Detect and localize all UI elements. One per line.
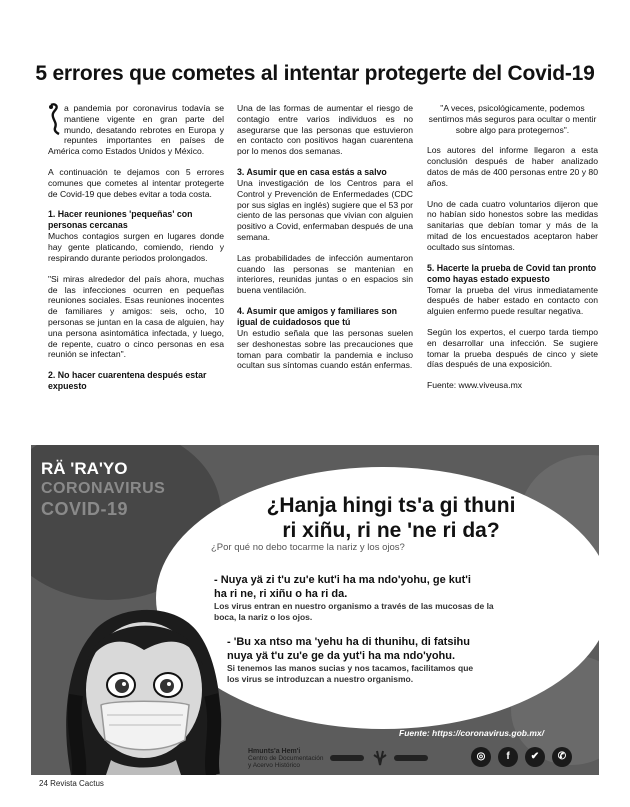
column-1 [48,103,224,392]
paragraph: A continuación te dejamos con 5 errores comunes que cometes al intentar protegerte de Covid-19 que debes evitar a toda costa. [48,166,224,199]
answer-line: nuya yä t'u zu'e ge da yut'i ha ma ndo'yohu. [227,650,456,662]
paragraph: Uno de cada cuatro voluntarios dijeron que no habían sido honestos sobre las medidas sanitarias que debían tomar y más de la mitad de los encuestados aceptaron haber ocultado sus síntomas. [427,198,598,252]
logo-text: Centro de Documentación [248,755,324,762]
twitter-icon[interactable]: ✔ [525,747,545,767]
facebook-icon[interactable]: f [498,747,518,767]
documentation-center-logo [248,748,324,769]
question-title [226,493,556,543]
banner-coronavirus: CORONAVIRUS [41,480,166,497]
paragraph: Un estudio señala que las personas suelen ser deshonestas sobre las precauciones que toman para combatir la pandemia e incluso ocultan sus síntomas cuando están enfermas. [237,327,413,371]
question-line: ¿Hanja hingi ts'a gi thuni [266,494,516,517]
banner-source: Fuente: https://coronavirus.gob.mx/ [399,728,544,738]
paragraph: Los autores del informe llegaron a esta conclusión después de haber analizado datos de más de 400 personas entre 20 y 80 años. [427,145,598,188]
answer-1-spanish [214,601,494,622]
paragraph: Muchos contagios surgen en lugares donde hay gente platicando, comiendo, riendo y respirando durante periodos prolongados. [48,231,224,263]
column-3 [427,103,598,401]
question-spanish: ¿Por qué no debo tocarme la nariz y los ojos? [211,542,405,553]
article-title: 5 errores que cometes al intentar protegerte del Covid-19 [35,62,595,85]
section-heading: 3. Asumir que en casa estás a salvo [237,166,387,177]
section-heading: 2. No hacer cuarentena después estar expuesto [48,370,207,392]
dropcap-ornament [48,103,60,136]
answer-line: boca, la nariz o los ojos. [214,611,313,622]
whatsapp-icon[interactable]: ✆ [552,747,572,767]
answer-line: Los virus entran en nuestro organismo a través de las mucosas de la [214,601,494,611]
covid-info-banner [31,445,599,775]
banner-covid: COVID-19 [41,499,129,519]
answer-2-otomi [227,635,470,663]
instagram-icon[interactable]: ◎ [471,747,491,767]
quote-paragraph: "A veces, psicológicamente, podemos sentirnos más seguros para ocultar o mentir sobre algo para protegernos". [428,103,597,135]
logo-text: Hmunts'a Hem'i [248,748,301,755]
paragraph: Una investigación de los Centros para el Control y Prevención de Enfermedades (CDC por sus siglas en inglés) sugiere que el 53 por ciento de las personas que vivian con alguien positivo a Covid, enfermaban después de una semana. [237,177,413,242]
section-heading: 5. Hacerte la prueba de Covid tan pronto como hayas estado expuesto [427,262,597,284]
paragraph: Una de las formas de aumentar el riesgo de contagio entre varios individuos es no asegurarse que las personas que estuvieron en contacto con positivos hagan cuarentena por lo menos dos semanas. [237,103,413,157]
answer-2-spanish [227,663,473,684]
answer-line: - Nuya yä zi t'u zu'e kut'i ha ma ndo'yohu, ge kut'i [214,574,471,586]
answer-1-otomi [214,573,471,601]
paragraph [48,103,224,157]
question-line: ri xiñu, ri ne 'ne ri da? [282,519,500,542]
girl-with-mask-illustration [51,545,236,775]
column-2 [237,103,413,381]
answer-line: - 'Bu xa ntso ma 'yehu ha di thunihu, di fatsihu [227,636,470,648]
answer-line: los virus se introduzcan a nuestro organismo. [227,673,414,684]
banner-kicker: RÄ 'RA'YO [41,459,128,478]
section-heading: 1. Hacer reuniones 'pequeñas' con personas cercanas [48,209,193,231]
paragraph: Según los expertos, el cuerpo tarda tiempo en desarrollar una infección. Se sugiere tomar la prueba después de cinco y siete días después de una exposición. [427,326,598,370]
answer-line: ha ri ne, ri xiñu o ha ri da. [214,588,348,600]
section-heading: 4. Asumir que amigos y familiares son igual de cuidadosos que tú [237,305,398,327]
source-line: Fuente: www.viveusa.mx [427,380,523,391]
answer-line: Si tenemos las manos sucias y nos tacamos, facilitamos que [227,663,474,673]
paragraph: Tomar la prueba del virus inmediatamente después de haber estado en contacto con alguien enfermo puede resultar negativa. [427,284,598,317]
paragraph-text: a pandemia por coronavirus todavía se mantiene vigente en gran parte del mundo, desatando rebrotes en Europa y repuntes importantes en países de América como Estados Unidos y México. [48,103,224,157]
paragraph: Las probabilidades de infección aumentaron cuando las personas se mantenian en interiores, reunidas juntas o en espacios sin buena ventilación. [237,252,413,296]
decorative-logo [330,749,430,767]
article-body [48,103,596,438]
quote-paragraph: "Si miras alrededor del país ahora, muchas de las infecciones ocurren en pequeñas reuniones sociales. Esas reuniones inocentes de familiares y amigos: seis, ocho, 10 personas se juntan en la casa de alguien, hay una persona asintomática infectada, y luego, de repente, cuatro o cinco personas en esa reunión se infectan". [48,273,224,360]
logo-text: y Acervo Histórico [248,762,301,769]
page-footer: 24 Revista Cactus [39,779,104,788]
